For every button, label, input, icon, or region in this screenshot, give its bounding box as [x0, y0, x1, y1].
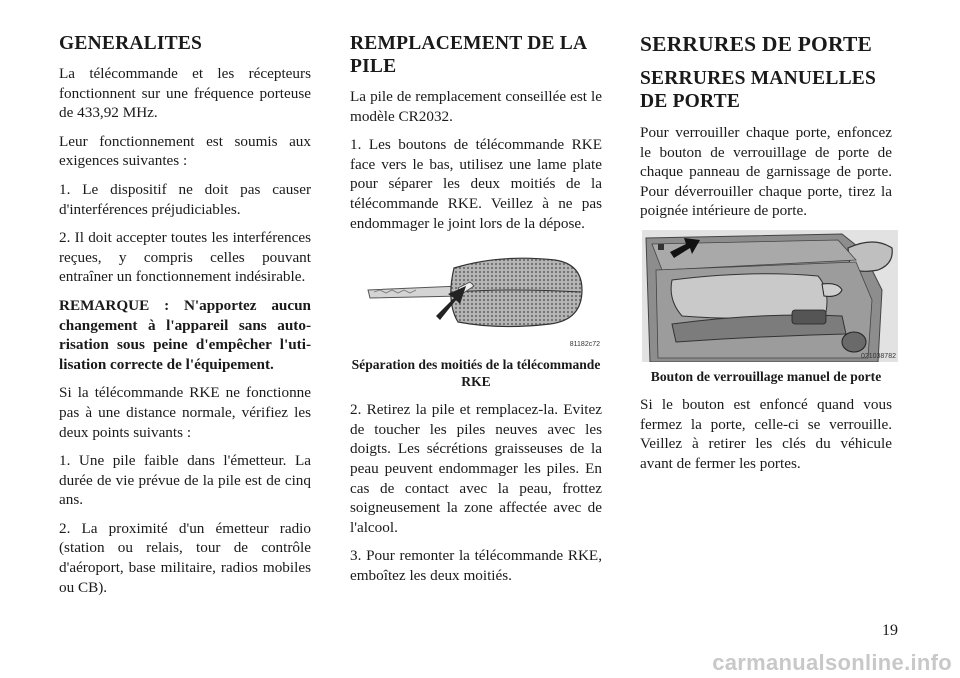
paragraph: La pile de remplacement conseillée est le modèle CR2032.	[350, 88, 602, 125]
paragraph: 1. Le dispositif ne doit pas causer d'interférences préjudiciables.	[59, 180, 311, 218]
figure-caption: Séparation des moitiés de la télécommande RKE	[351, 357, 601, 390]
key-fob-illustration	[350, 242, 602, 350]
page-number: 19	[882, 622, 898, 639]
figure-code: 81182c72	[569, 341, 600, 349]
figure-door-panel	[642, 230, 898, 362]
paragraph: Si le bouton est enfoncé quand vous fermez la porte, celle-ci se verrouille. Veillez à retirer les clés du véhicule avant de fermer les portes.	[640, 395, 892, 472]
paragraph: 2. La proximité d'un émetteur radio (station ou relais, tour de contrôle d'aéroport, base militaire, radios mobiles ou CB).	[59, 519, 311, 596]
pointer-arrow-icon	[432, 282, 472, 322]
figure-caption: Bouton de verrouillage manuel de porte	[650, 368, 882, 384]
figure-code: 021038782	[860, 352, 896, 360]
column-remplacement-pile	[350, 32, 602, 595]
paragraph: Si la télécommande RKE ne fonctionne pas à une distance normale, vérifiez les deux points suivants :	[59, 384, 311, 441]
pointer-arrow-icon	[666, 230, 706, 260]
paragraph: Leur fonctionnement est soumis aux exigences suivantes :	[59, 132, 311, 170]
paragraph: Pour verrouiller chaque porte, enfoncez le bouton de verrouillage de porte de chaque panneau de garnissage de porte. Pour déverrouiller chaque porte, tirez la poignée intérieure de porte.	[640, 124, 892, 220]
section-heading: SERRURES DE PORTE	[640, 32, 873, 56]
figure-key-fob	[350, 242, 602, 350]
paragraph: 3. Pour remonter la télécommande RKE, emboîtez les deux moitiés.	[350, 547, 602, 584]
paragraph: La télécommande et les récepteurs fonctionnent sur une fréquence porteuse de 433,92 MHz.	[59, 65, 311, 122]
column-generalites	[59, 32, 311, 606]
column-serrures	[640, 32, 896, 482]
section-heading: GENERALITES	[59, 33, 203, 54]
paragraph: 1. Une pile faible dans l'émetteur. La durée de vie prévue de la pile est de cinq ans.	[59, 452, 311, 509]
section-heading: REMPLACEMENT DE LA PILE	[350, 33, 587, 77]
paragraph: 2. Il doit accepter toutes les interférences reçues, y compris celles pouvant entraîner un fonctionnement indésirable.	[59, 229, 311, 286]
paragraph: 1. Les boutons de télécommande RKE face vers le bas, utilisez une lame plate pour séparer les deux moitiés de la télécommande RKE. Veillez à ne pas endommager le joint lors de la dépose.	[350, 136, 602, 232]
paragraph: 2. Retirez la pile et remplacez-la. Evitez de toucher les piles neuves avec les doigts. Les sécrétions graisseuses de la peau peuvent endommager les piles. En cas de contact avec la peau, frottez soigneusement la zone affectée avec de l'alcool.	[350, 401, 602, 536]
sub-heading: SERRURES MANUELLES DE PORTE	[640, 68, 877, 112]
watermark: carmanualsonline.info	[712, 650, 952, 675]
note-remarque: REMARQUE : N'apportez aucun changement à l'appareil sans autorisation sous peine d'empêcher l'utilisation correcte de l'équipement.	[59, 296, 311, 373]
